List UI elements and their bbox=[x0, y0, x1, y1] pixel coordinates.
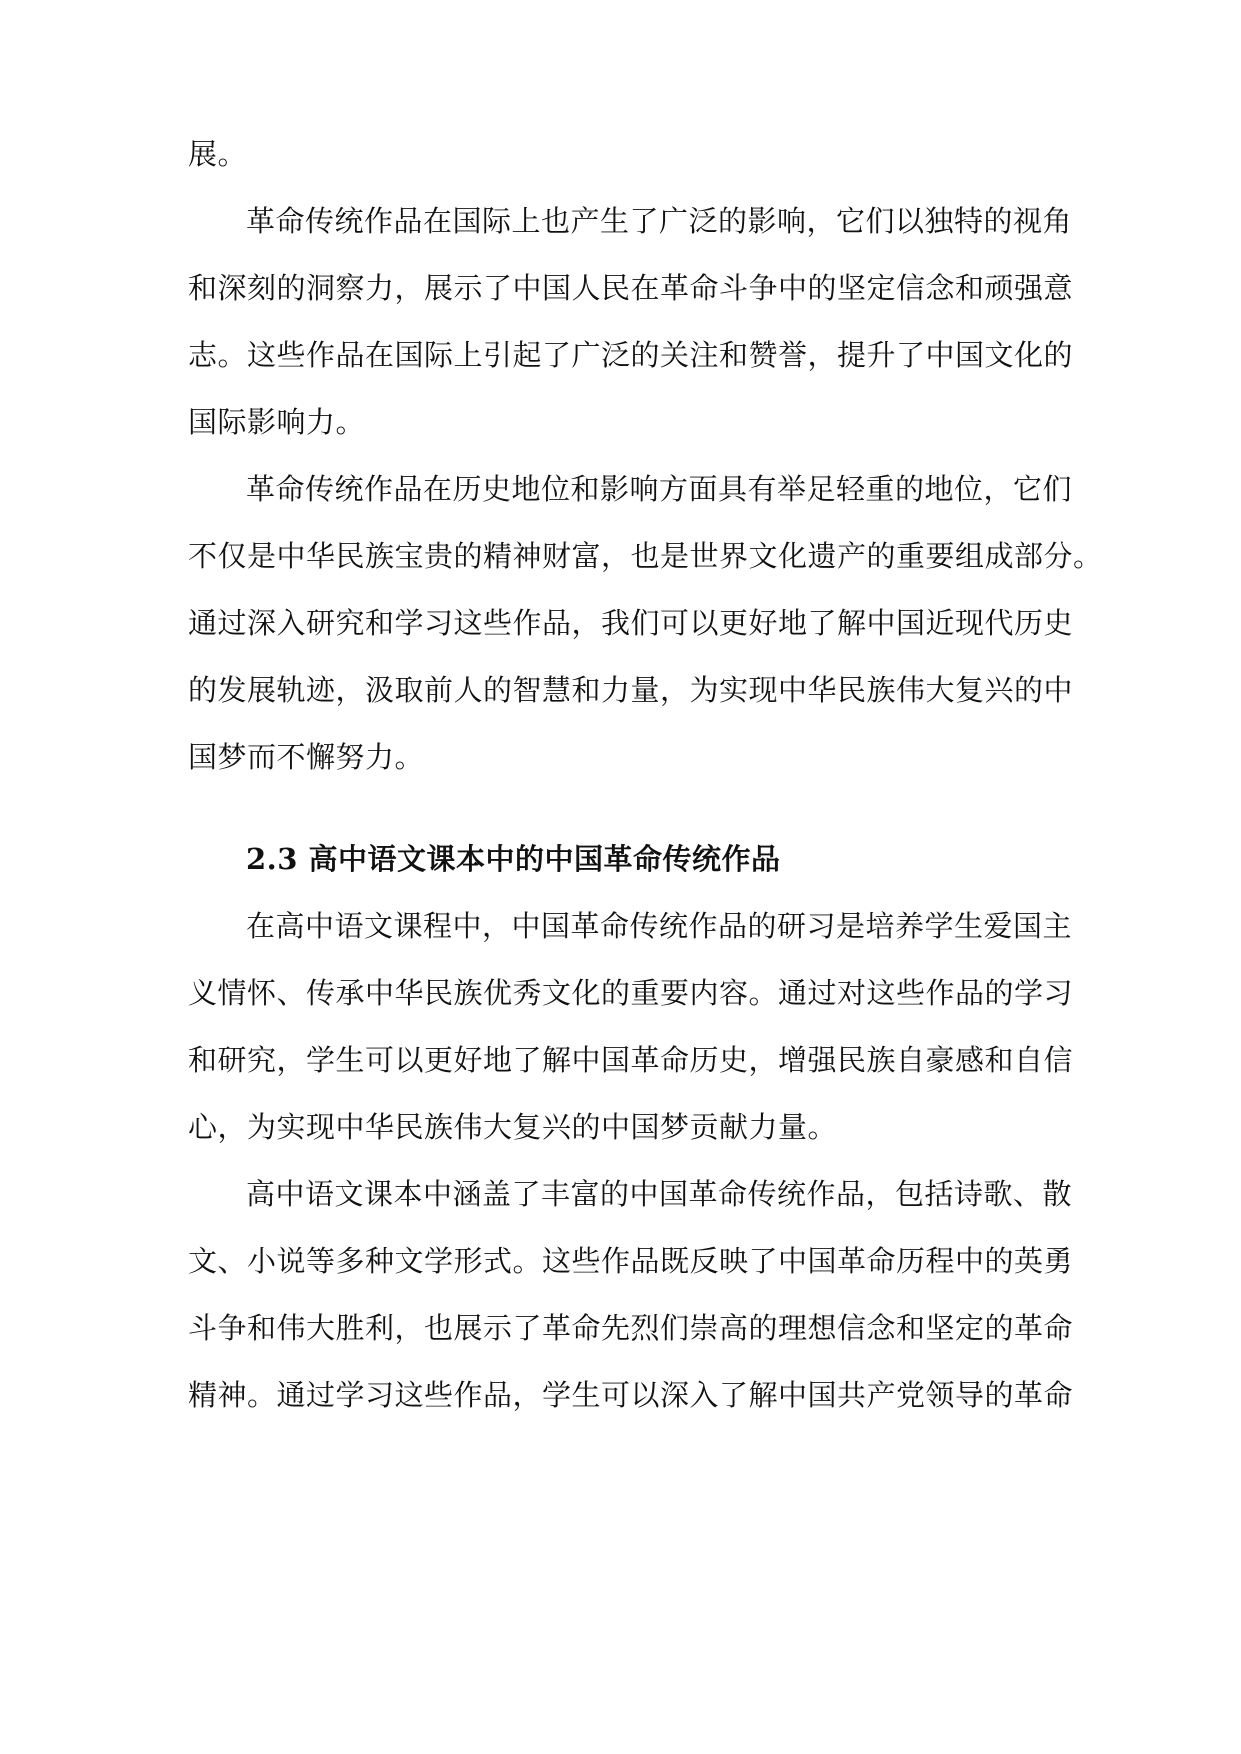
paragraph-line: 的发展轨迹，汲取前人的智慧和力量，为实现中华民族伟大复兴的中 bbox=[188, 673, 1074, 707]
paragraph-line: 不仅是中华民族宝贵的精神财富，也是世界文化遗产的重要组成部分。 bbox=[188, 539, 1103, 573]
section-heading: 2.3 高中语文课本中的中国革命传统作品 bbox=[246, 842, 781, 876]
paragraph-line: 和深刻的洞察力，展示了中国人民在革命斗争中的坚定信念和顽强意 bbox=[188, 271, 1074, 305]
paragraph-line: 高中语文课本中涵盖了丰富的中国革命传统作品，包括诗歌、散 bbox=[246, 1177, 1073, 1211]
paragraph-line: 在高中语文课程中，中国革命传统作品的研习是培养学生爱国主 bbox=[246, 909, 1073, 943]
paragraph-line: 革命传统作品在历史地位和影响方面具有举足轻重的地位，它们 bbox=[246, 472, 1073, 506]
paragraph-line: 国际影响力。 bbox=[188, 405, 366, 439]
paragraph-line: 革命传统作品在国际上也产生了广泛的影响，它们以独特的视角 bbox=[246, 204, 1073, 238]
paragraph-line: 国梦而不懈努力。 bbox=[188, 740, 425, 774]
paragraph-line: 和研究，学生可以更好地了解中国革命历史，增强民族自豪感和自信 bbox=[188, 1043, 1074, 1077]
paragraph-line: 文、小说等多种文学形式。这些作品既反映了中国革命历程中的英勇 bbox=[188, 1244, 1074, 1278]
paragraph-line: 通过深入研究和学习这些作品，我们可以更好地了解中国近现代历史 bbox=[188, 606, 1074, 640]
paragraph-line: 心，为实现中华民族伟大复兴的中国梦贡献力量。 bbox=[188, 1110, 838, 1144]
paragraph-line: 精神。通过学习这些作品，学生可以深入了解中国共产党领导的革命 bbox=[188, 1378, 1074, 1412]
paragraph-line: 展。 bbox=[188, 137, 248, 171]
paragraph-line: 斗争和伟大胜利，也展示了革命先烈们崇高的理想信念和坚定的革命 bbox=[188, 1311, 1074, 1345]
paragraph-line: 义情怀、传承中华民族优秀文化的重要内容。通过对这些作品的学习 bbox=[188, 976, 1074, 1010]
paragraph-line: 志。这些作品在国际上引起了广泛的关注和赞誉，提升了中国文化的 bbox=[188, 338, 1074, 372]
